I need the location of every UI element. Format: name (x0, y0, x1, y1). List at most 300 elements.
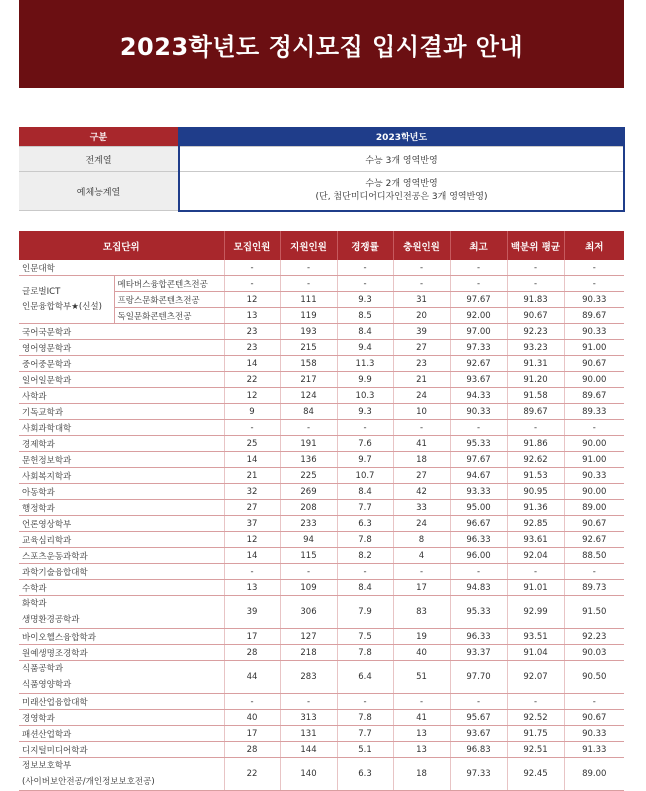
unit-name (19, 661, 224, 694)
cell-additional: 39 (393, 324, 450, 340)
cell-additional: 24 (393, 516, 450, 532)
table-row (19, 532, 624, 548)
cell-quota: - (224, 564, 280, 580)
unit-name: 일어일문학과 (19, 372, 224, 388)
unit-name: 문헌정보학과 (19, 452, 224, 468)
cell-quota: 32 (224, 484, 280, 500)
cell-ratio: 9.7 (337, 452, 393, 468)
cell-min: 90.67 (564, 516, 624, 532)
cell-max: 97.67 (450, 452, 507, 468)
cell-applicants: 124 (280, 388, 337, 404)
table-row (19, 580, 624, 596)
table-row (19, 548, 624, 564)
cell-applicants: 269 (280, 484, 337, 500)
cell-additional: 42 (393, 484, 450, 500)
cell-applicants: 191 (280, 436, 337, 452)
group-name (19, 276, 114, 324)
cell-quota: 23 (224, 324, 280, 340)
cell-additional: 10 (393, 404, 450, 420)
cell-quota: 27 (224, 500, 280, 516)
cell-ratio: 7.7 (337, 726, 393, 742)
table-row (19, 372, 624, 388)
cell-avg: 92.99 (507, 596, 564, 629)
cell-additional: 27 (393, 468, 450, 484)
major-name: 메타버스융합콘텐츠전공 (114, 276, 224, 292)
table-row (19, 276, 624, 292)
cell-ratio: 7.9 (337, 596, 393, 629)
cell-ratio: 8.2 (337, 548, 393, 564)
title-banner (19, 0, 624, 88)
cell-avg: 93.51 (507, 629, 564, 645)
unit-name: 사학과 (19, 388, 224, 404)
cell-ratio: 8.5 (337, 308, 393, 324)
summary-value (179, 172, 624, 211)
cell-additional: 20 (393, 308, 450, 324)
cell-applicants: 225 (280, 468, 337, 484)
cell-avg: - (507, 260, 564, 276)
cell-avg: 91.83 (507, 292, 564, 308)
cell-quota: 14 (224, 356, 280, 372)
cell-applicants: 136 (280, 452, 337, 468)
cell-max: 95.67 (450, 710, 507, 726)
cell-avg: 91.01 (507, 580, 564, 596)
unit-name: 스포츠운동과학과 (19, 548, 224, 564)
cell-min: 89.67 (564, 388, 624, 404)
cell-ratio: 6.3 (337, 758, 393, 791)
cell-max: 93.33 (450, 484, 507, 500)
cell-ratio: 7.8 (337, 710, 393, 726)
table-row (19, 645, 624, 661)
cell-ratio: 7.6 (337, 436, 393, 452)
cell-applicants: 115 (280, 548, 337, 564)
unit-name-line1: 화학과 (22, 599, 47, 609)
cell-additional: 40 (393, 645, 450, 661)
table-row (19, 356, 624, 372)
cell-applicants: 109 (280, 580, 337, 596)
cell-additional: 83 (393, 596, 450, 629)
cell-max: 94.33 (450, 388, 507, 404)
cell-max: 92.67 (450, 356, 507, 372)
cell-additional: 27 (393, 340, 450, 356)
cell-avg: 89.67 (507, 404, 564, 420)
table-row (19, 596, 624, 629)
cell-max: 94.67 (450, 468, 507, 484)
cell-avg: 93.23 (507, 340, 564, 356)
cell-min: 88.50 (564, 548, 624, 564)
unit-name: 경제학과 (19, 436, 224, 452)
cell-ratio: - (337, 260, 393, 276)
col-header: 지원인원 (280, 231, 337, 260)
unit-name: 언론영상학부 (19, 516, 224, 532)
summary-label: 예체능계열 (19, 172, 179, 211)
cell-additional: - (393, 564, 450, 580)
table-row (19, 340, 624, 356)
results-header-row (19, 231, 624, 260)
col-header: 백분위 평균 (507, 231, 564, 260)
cell-applicants: 119 (280, 308, 337, 324)
cell-ratio: 10.3 (337, 388, 393, 404)
cell-additional: 33 (393, 500, 450, 516)
cell-avg: - (507, 564, 564, 580)
cell-max: 96.33 (450, 532, 507, 548)
cell-min: 92.67 (564, 532, 624, 548)
cell-max: 92.00 (450, 308, 507, 324)
cell-quota: 37 (224, 516, 280, 532)
col-header: 경쟁률 (337, 231, 393, 260)
summary-value: 수능 3개 영역반영 (179, 147, 624, 172)
cell-additional: - (393, 694, 450, 710)
cell-max: 96.67 (450, 516, 507, 532)
cell-min: 90.00 (564, 484, 624, 500)
table-row (19, 629, 624, 645)
cell-additional: 13 (393, 726, 450, 742)
cell-quota: 23 (224, 340, 280, 356)
cell-min: 90.33 (564, 468, 624, 484)
cell-applicants: 84 (280, 404, 337, 420)
cell-quota: 14 (224, 452, 280, 468)
cell-quota: 17 (224, 629, 280, 645)
cell-applicants: 306 (280, 596, 337, 629)
cell-quota: 22 (224, 758, 280, 791)
cell-ratio: 7.5 (337, 629, 393, 645)
cell-additional: 18 (393, 758, 450, 791)
cell-min: 90.50 (564, 661, 624, 694)
cell-applicants: - (280, 276, 337, 292)
cell-applicants: - (280, 420, 337, 436)
table-row (19, 710, 624, 726)
summary-header-left: 구분 (19, 127, 179, 147)
table-row (19, 436, 624, 452)
cell-min: 89.67 (564, 308, 624, 324)
cell-max: 97.67 (450, 292, 507, 308)
cell-avg: 92.85 (507, 516, 564, 532)
cell-min: 91.00 (564, 340, 624, 356)
cell-max: - (450, 260, 507, 276)
cell-ratio: 7.7 (337, 500, 393, 516)
col-header: 최고 (450, 231, 507, 260)
cell-avg: 91.86 (507, 436, 564, 452)
unit-name-line1: 식품공학과 (22, 664, 64, 674)
cell-additional: 13 (393, 742, 450, 758)
cell-max: 95.00 (450, 500, 507, 516)
results-body-bottom (19, 694, 624, 758)
cell-additional: - (393, 420, 450, 436)
unit-name: 국어국문학과 (19, 324, 224, 340)
cell-min: 89.73 (564, 580, 624, 596)
unit-name-line1: 정보보호학부 (22, 761, 72, 771)
unit-name: 교육심리학과 (19, 532, 224, 548)
cell-additional: 41 (393, 710, 450, 726)
unit-name: 원예생명조경학과 (19, 645, 224, 661)
cell-quota: - (224, 694, 280, 710)
cell-ratio: 8.4 (337, 484, 393, 500)
cell-ratio: 6.3 (337, 516, 393, 532)
group-name-line1: 글로벌ICT (22, 286, 61, 297)
cell-quota: 44 (224, 661, 280, 694)
page-title: 2023학년도 정시모집 입시결과 안내 (119, 32, 524, 61)
cell-max: 96.00 (450, 548, 507, 564)
cell-min: - (564, 260, 624, 276)
summary-label: 전계열 (19, 147, 179, 172)
cell-quota: 39 (224, 596, 280, 629)
cell-avg: 92.07 (507, 661, 564, 694)
table-row (19, 726, 624, 742)
unit-name (19, 596, 224, 629)
cell-applicants: 140 (280, 758, 337, 791)
cell-quota: 14 (224, 548, 280, 564)
group-name-line2: 인문융합학부★(신설) (22, 301, 102, 312)
results-body-mid (19, 629, 624, 661)
cell-quota: 13 (224, 580, 280, 596)
cell-applicants: 283 (280, 661, 337, 694)
cell-quota: 22 (224, 372, 280, 388)
cell-additional: 24 (393, 388, 450, 404)
cell-ratio: 8.4 (337, 580, 393, 596)
summary-header-row (19, 127, 624, 147)
cell-max: 96.33 (450, 629, 507, 645)
cell-applicants: 218 (280, 645, 337, 661)
cell-min: 90.00 (564, 372, 624, 388)
unit-name: 사회과학대학 (19, 420, 224, 436)
cell-quota: 28 (224, 742, 280, 758)
cell-quota: - (224, 420, 280, 436)
cell-avg: 92.23 (507, 324, 564, 340)
cell-ratio: 11.3 (337, 356, 393, 372)
cell-additional: 31 (393, 292, 450, 308)
col-header: 충원인원 (393, 231, 450, 260)
table-row (19, 420, 624, 436)
cell-max: 95.33 (450, 436, 507, 452)
unit-name-line2: 생명환경공학과 (22, 615, 80, 625)
cell-quota: 13 (224, 308, 280, 324)
unit-name: 아동학과 (19, 484, 224, 500)
cell-max: 96.83 (450, 742, 507, 758)
unit-name: 디지털미디어학과 (19, 742, 224, 758)
table-row (19, 468, 624, 484)
cell-additional: 51 (393, 661, 450, 694)
cell-max: - (450, 420, 507, 436)
cell-ratio: 5.1 (337, 742, 393, 758)
cell-avg: 92.45 (507, 758, 564, 791)
cell-min: 91.00 (564, 452, 624, 468)
unit-name: 과학기술융합대학 (19, 564, 224, 580)
cell-max: 97.70 (450, 661, 507, 694)
cell-min: - (564, 276, 624, 292)
cell-ratio: 9.3 (337, 404, 393, 420)
cell-avg: 91.31 (507, 356, 564, 372)
cell-additional: 17 (393, 580, 450, 596)
cell-applicants: 215 (280, 340, 337, 356)
results-table (19, 231, 624, 791)
cell-ratio: 9.4 (337, 340, 393, 356)
unit-name: 바이오헬스융합학과 (19, 629, 224, 645)
cell-applicants: 158 (280, 356, 337, 372)
cell-min: 91.33 (564, 742, 624, 758)
cell-min: 90.03 (564, 645, 624, 661)
cell-additional: - (393, 260, 450, 276)
table-row (19, 758, 624, 791)
cell-ratio: 9.3 (337, 292, 393, 308)
cell-applicants: 313 (280, 710, 337, 726)
cell-max: 90.33 (450, 404, 507, 420)
cell-avg: 90.67 (507, 308, 564, 324)
cell-quota: 40 (224, 710, 280, 726)
cell-quota: - (224, 260, 280, 276)
table-row (19, 484, 624, 500)
cell-max: 93.67 (450, 726, 507, 742)
cell-applicants: 208 (280, 500, 337, 516)
cell-ratio: 6.4 (337, 661, 393, 694)
cell-quota: 12 (224, 532, 280, 548)
cell-ratio: - (337, 564, 393, 580)
cell-applicants: 131 (280, 726, 337, 742)
cell-ratio: 9.9 (337, 372, 393, 388)
table-row (19, 742, 624, 758)
unit-name: 영어영문학과 (19, 340, 224, 356)
cell-min: - (564, 420, 624, 436)
cell-min: 90.33 (564, 292, 624, 308)
cell-ratio: 10.7 (337, 468, 393, 484)
cell-applicants: - (280, 260, 337, 276)
cell-min: 90.67 (564, 356, 624, 372)
cell-avg: 91.58 (507, 388, 564, 404)
table-row (19, 516, 624, 532)
cell-additional: 19 (393, 629, 450, 645)
cell-avg: - (507, 694, 564, 710)
unit-name: 행정학과 (19, 500, 224, 516)
summary-value-line1: 수능 2개 영역반영 (365, 178, 438, 189)
unit-name: 미래산업융합대학 (19, 694, 224, 710)
cell-max: 93.67 (450, 372, 507, 388)
table-row (19, 404, 624, 420)
cell-applicants: - (280, 694, 337, 710)
col-header: 최저 (564, 231, 624, 260)
table-row (19, 452, 624, 468)
cell-ratio: 8.4 (337, 324, 393, 340)
cell-avg: 93.61 (507, 532, 564, 548)
table-row (19, 388, 624, 404)
admission-summary-table (19, 127, 625, 212)
major-name: 독일문화콘텐츠전공 (114, 308, 224, 324)
unit-name-line2: 식품영양학과 (22, 680, 72, 690)
table-row (19, 500, 624, 516)
summary-value-line2: (단, 첨단미디어디자인전공은 3개 영역반영) (315, 191, 488, 202)
cell-max: 95.33 (450, 596, 507, 629)
cell-avg: 92.51 (507, 742, 564, 758)
cell-avg: 91.75 (507, 726, 564, 742)
cell-applicants: 233 (280, 516, 337, 532)
cell-additional: 8 (393, 532, 450, 548)
cell-min: 91.50 (564, 596, 624, 629)
cell-quota: 12 (224, 388, 280, 404)
cell-avg: 91.53 (507, 468, 564, 484)
cell-avg: 92.62 (507, 452, 564, 468)
cell-ratio: - (337, 694, 393, 710)
cell-min: 90.67 (564, 710, 624, 726)
cell-additional: 18 (393, 452, 450, 468)
cell-applicants: 193 (280, 324, 337, 340)
cell-max: - (450, 276, 507, 292)
cell-max: - (450, 564, 507, 580)
cell-ratio: 7.8 (337, 532, 393, 548)
cell-ratio: - (337, 276, 393, 292)
table-row (19, 564, 624, 580)
cell-min: 92.23 (564, 629, 624, 645)
cell-avg: 92.52 (507, 710, 564, 726)
cell-avg: - (507, 420, 564, 436)
col-header: 모집인원 (224, 231, 280, 260)
unit-name: 사회복지학과 (19, 468, 224, 484)
table-row (19, 324, 624, 340)
cell-avg: 92.04 (507, 548, 564, 564)
results-body-main (19, 324, 624, 596)
cell-additional: 41 (393, 436, 450, 452)
cell-quota: - (224, 276, 280, 292)
unit-name: 수학과 (19, 580, 224, 596)
cell-additional: 21 (393, 372, 450, 388)
cell-applicants: - (280, 564, 337, 580)
unit-name-line2: (사이버보안전공/개인정보보호전공) (22, 777, 155, 787)
cell-quota: 17 (224, 726, 280, 742)
unit-name: 경영학과 (19, 710, 224, 726)
cell-min: 89.33 (564, 404, 624, 420)
cell-quota: 28 (224, 645, 280, 661)
col-header: 모집단위 (19, 231, 224, 260)
cell-applicants: 94 (280, 532, 337, 548)
cell-avg: - (507, 276, 564, 292)
summary-row (19, 147, 624, 172)
cell-additional: - (393, 276, 450, 292)
cell-avg: 91.04 (507, 645, 564, 661)
cell-max: - (450, 694, 507, 710)
cell-avg: 91.36 (507, 500, 564, 516)
cell-min: - (564, 564, 624, 580)
unit-name: 중어중문학과 (19, 356, 224, 372)
cell-applicants: 127 (280, 629, 337, 645)
summary-row (19, 172, 624, 211)
unit-name: 패션산업학과 (19, 726, 224, 742)
major-name: 프랑스문화콘텐츠전공 (114, 292, 224, 308)
cell-applicants: 217 (280, 372, 337, 388)
cell-max: 97.33 (450, 340, 507, 356)
table-row (19, 260, 624, 276)
cell-avg: 90.95 (507, 484, 564, 500)
cell-min: - (564, 694, 624, 710)
cell-ratio: 7.8 (337, 645, 393, 661)
cell-max: 97.33 (450, 758, 507, 791)
cell-quota: 9 (224, 404, 280, 420)
cell-additional: 23 (393, 356, 450, 372)
cell-min: 90.33 (564, 726, 624, 742)
cell-min: 89.00 (564, 758, 624, 791)
cell-max: 93.37 (450, 645, 507, 661)
unit-name: 인문대학 (19, 260, 224, 276)
summary-header-right: 2023학년도 (179, 127, 624, 147)
unit-name (19, 758, 224, 791)
cell-quota: 12 (224, 292, 280, 308)
cell-max: 94.83 (450, 580, 507, 596)
cell-min: 90.33 (564, 324, 624, 340)
cell-min: 89.00 (564, 500, 624, 516)
cell-applicants: 111 (280, 292, 337, 308)
table-row (19, 694, 624, 710)
cell-additional: 4 (393, 548, 450, 564)
unit-name: 기독교학과 (19, 404, 224, 420)
cell-applicants: 144 (280, 742, 337, 758)
cell-max: 97.00 (450, 324, 507, 340)
cell-min: 90.00 (564, 436, 624, 452)
table-row (19, 661, 624, 694)
